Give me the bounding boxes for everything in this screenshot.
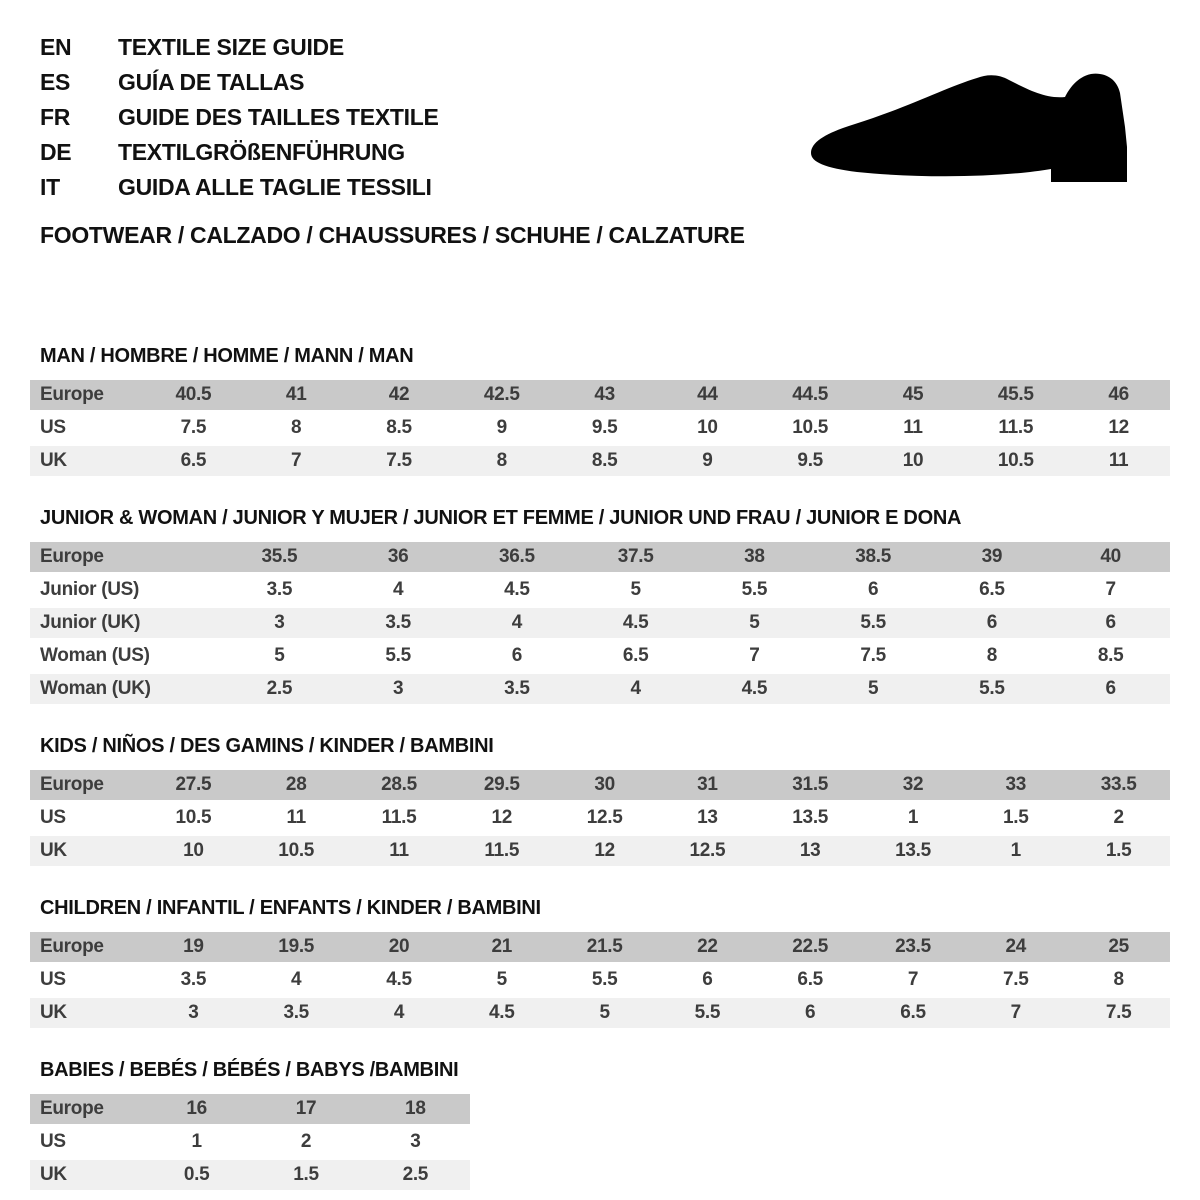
size-value: 6	[1051, 674, 1170, 704]
table-title: BABIES / BEBÉS / BÉBÉS / BABYS /BAMBINI	[40, 1059, 459, 1081]
table-row	[30, 575, 1170, 605]
size-value: 6	[458, 641, 577, 671]
size-value: 28.5	[348, 770, 451, 800]
size-value: 11	[862, 413, 965, 443]
size-value: 5.5	[933, 674, 1052, 704]
size-value: 6.5	[933, 575, 1052, 605]
table-title: CHILDREN / INFANTIL / ENFANTS / KINDER / BAMBINI	[40, 897, 541, 919]
size-value: 29.5	[450, 770, 553, 800]
size-value: 5.5	[339, 641, 458, 671]
size-value: 5.5	[553, 965, 656, 995]
size-table-section	[30, 735, 1170, 869]
size-value: 31.5	[759, 770, 862, 800]
table-row	[30, 965, 1170, 995]
size-value: 1.5	[964, 803, 1067, 833]
size-value: 4.5	[458, 575, 577, 605]
size-value: 21	[450, 932, 553, 962]
size-value: 44.5	[759, 380, 862, 410]
size-value: 9.5	[553, 413, 656, 443]
size-value: 42.5	[450, 380, 553, 410]
size-value: 3	[361, 1127, 470, 1157]
size-value: 1	[862, 803, 965, 833]
size-value: 4	[339, 575, 458, 605]
size-value: 7.5	[1067, 998, 1170, 1028]
row-label: Woman (UK)	[30, 674, 220, 704]
category-line: FOOTWEAR / CALZADO / CHAUSSURES / SCHUHE / CALZATURE	[40, 222, 745, 248]
size-value: 36.5	[458, 542, 577, 572]
size-value: 32	[862, 770, 965, 800]
size-value: 4	[348, 998, 451, 1028]
row-label: Junior (US)	[30, 575, 220, 605]
size-value: 10.5	[245, 836, 348, 866]
size-value: 3	[220, 608, 339, 638]
table-row	[30, 413, 1170, 443]
size-value: 44	[656, 380, 759, 410]
size-value: 31	[656, 770, 759, 800]
size-value: 8	[245, 413, 348, 443]
size-value: 3.5	[458, 674, 577, 704]
size-value: 5	[576, 575, 695, 605]
size-value: 19	[142, 932, 245, 962]
language-code: FR	[40, 104, 71, 130]
size-value: 22	[656, 932, 759, 962]
language-row-en	[40, 30, 439, 65]
size-value: 6	[656, 965, 759, 995]
size-value: 12.5	[553, 803, 656, 833]
size-table-section	[30, 1059, 1170, 1193]
language-code: ES	[40, 69, 71, 95]
size-value: 3	[339, 674, 458, 704]
table-row	[30, 836, 1170, 866]
size-value: 13.5	[759, 803, 862, 833]
size-value: 46	[1067, 380, 1170, 410]
size-value: 27.5	[142, 770, 245, 800]
size-value: 43	[553, 380, 656, 410]
size-value: 12.5	[656, 836, 759, 866]
table-row	[30, 803, 1170, 833]
size-value: 11	[348, 836, 451, 866]
size-value: 33	[964, 770, 1067, 800]
size-value: 7.5	[348, 446, 451, 476]
size-value: 10.5	[142, 803, 245, 833]
size-value: 11	[1067, 446, 1170, 476]
size-value: 6	[1051, 608, 1170, 638]
size-value: 11.5	[348, 803, 451, 833]
shoe-silhouette-icon	[805, 66, 1145, 190]
size-value: 17	[251, 1094, 360, 1124]
size-value: 7	[964, 998, 1067, 1028]
language-label: TEXTILE SIZE GUIDE	[118, 34, 344, 60]
size-value: 6.5	[142, 446, 245, 476]
size-value: 2	[251, 1127, 360, 1157]
size-value: 4.5	[576, 608, 695, 638]
size-value: 11.5	[450, 836, 553, 866]
size-value: 41	[245, 380, 348, 410]
size-value: 38.5	[814, 542, 933, 572]
row-label: UK	[30, 1160, 142, 1190]
language-label: GUIDE DES TAILLES TEXTILE	[118, 104, 439, 130]
size-value: 5	[450, 965, 553, 995]
language-label: TEXTILGRÖßENFÜHRUNG	[118, 139, 405, 165]
size-value: 4.5	[695, 674, 814, 704]
size-value: 45.5	[964, 380, 1067, 410]
table-title: JUNIOR & WOMAN / JUNIOR Y MUJER / JUNIOR ET FEMME / JUNIOR UND FRAU / JUNIOR E DONA	[40, 507, 962, 529]
row-label: US	[30, 413, 142, 443]
language-list	[40, 30, 439, 205]
size-value: 8	[933, 641, 1052, 671]
language-row-fr	[40, 100, 439, 135]
size-value: 6.5	[759, 965, 862, 995]
size-value: 5.5	[695, 575, 814, 605]
size-value: 7	[245, 446, 348, 476]
size-value: 6.5	[862, 998, 965, 1028]
row-label: Europe	[30, 542, 220, 572]
table-title: MAN / HOMBRE / HOMME / MANN / MAN	[40, 345, 414, 367]
size-value: 19.5	[245, 932, 348, 962]
size-table-section	[30, 345, 1170, 479]
size-value: 8.5	[348, 413, 451, 443]
size-value: 6	[933, 608, 1052, 638]
size-value: 20	[348, 932, 451, 962]
language-code: DE	[40, 139, 72, 165]
size-value: 8.5	[1051, 641, 1170, 671]
size-value: 33.5	[1067, 770, 1170, 800]
row-label: Woman (US)	[30, 641, 220, 671]
size-value: 4.5	[450, 998, 553, 1028]
size-table	[30, 929, 1170, 1031]
language-row-es	[40, 65, 439, 100]
table-row	[30, 932, 1170, 962]
size-value: 28	[245, 770, 348, 800]
size-value: 1	[142, 1127, 251, 1157]
size-value: 4	[576, 674, 695, 704]
size-value: 10	[142, 836, 245, 866]
size-value: 38	[695, 542, 814, 572]
row-label: Europe	[30, 380, 142, 410]
size-value: 3	[142, 998, 245, 1028]
size-value: 3.5	[142, 965, 245, 995]
size-table	[30, 767, 1170, 869]
size-value: 7.5	[814, 641, 933, 671]
size-table	[30, 539, 1170, 707]
size-value: 13.5	[862, 836, 965, 866]
row-label: Junior (UK)	[30, 608, 220, 638]
size-value: 13	[656, 803, 759, 833]
size-value: 9.5	[759, 446, 862, 476]
size-value: 7.5	[964, 965, 1067, 995]
language-row-it	[40, 170, 439, 205]
table-row	[30, 770, 1170, 800]
size-value: 5	[695, 608, 814, 638]
row-label: US	[30, 1127, 142, 1157]
size-value: 40.5	[142, 380, 245, 410]
size-value: 11	[245, 803, 348, 833]
language-row-de	[40, 135, 439, 170]
size-value: 1.5	[1067, 836, 1170, 866]
row-label: UK	[30, 998, 142, 1028]
size-value: 36	[339, 542, 458, 572]
row-label: US	[30, 965, 142, 995]
size-value: 6	[759, 998, 862, 1028]
size-value: 9	[450, 413, 553, 443]
size-value: 24	[964, 932, 1067, 962]
size-value: 8	[1067, 965, 1170, 995]
size-value: 3.5	[339, 608, 458, 638]
table-row	[30, 1127, 470, 1157]
size-table	[30, 1091, 470, 1193]
size-value: 2.5	[220, 674, 339, 704]
language-code: EN	[40, 34, 72, 60]
row-label: UK	[30, 836, 142, 866]
size-value: 2.5	[361, 1160, 470, 1190]
size-value: 7	[862, 965, 965, 995]
table-row	[30, 1094, 470, 1124]
size-value: 4	[245, 965, 348, 995]
size-value: 1.5	[251, 1160, 360, 1190]
size-value: 0.5	[142, 1160, 251, 1190]
table-row	[30, 380, 1170, 410]
size-value: 10.5	[759, 413, 862, 443]
language-code: IT	[40, 174, 60, 200]
size-value: 3.5	[245, 998, 348, 1028]
size-value: 5.5	[656, 998, 759, 1028]
size-value: 4.5	[348, 965, 451, 995]
row-label: Europe	[30, 1094, 142, 1124]
size-value: 5.5	[814, 608, 933, 638]
size-value: 9	[656, 446, 759, 476]
size-value: 37.5	[576, 542, 695, 572]
row-label: UK	[30, 446, 142, 476]
size-value: 39	[933, 542, 1052, 572]
size-value: 5	[814, 674, 933, 704]
size-value: 10	[656, 413, 759, 443]
tables-container	[30, 345, 1170, 1193]
size-value: 12	[450, 803, 553, 833]
size-value: 16	[142, 1094, 251, 1124]
size-value: 5	[553, 998, 656, 1028]
size-value: 6	[814, 575, 933, 605]
table-row	[30, 446, 1170, 476]
row-label: Europe	[30, 932, 142, 962]
size-value: 25	[1067, 932, 1170, 962]
size-value: 5	[220, 641, 339, 671]
row-label: Europe	[30, 770, 142, 800]
size-value: 3.5	[220, 575, 339, 605]
language-label: GUIDA ALLE TAGLIE TESSILI	[118, 174, 432, 200]
size-value: 8	[450, 446, 553, 476]
language-label: GUÍA DE TALLAS	[118, 69, 305, 95]
size-value: 40	[1051, 542, 1170, 572]
size-value: 10	[862, 446, 965, 476]
table-row	[30, 641, 1170, 671]
size-value: 2	[1067, 803, 1170, 833]
size-value: 7.5	[142, 413, 245, 443]
table-title: KIDS / NIÑOS / DES GAMINS / KINDER / BAMBINI	[40, 735, 494, 757]
size-table-section	[30, 897, 1170, 1031]
size-value: 4	[458, 608, 577, 638]
size-value: 13	[759, 836, 862, 866]
table-row	[30, 1160, 470, 1190]
size-value: 45	[862, 380, 965, 410]
size-value: 12	[553, 836, 656, 866]
size-value: 42	[348, 380, 451, 410]
row-label: US	[30, 803, 142, 833]
size-table-section	[30, 507, 1170, 707]
size-value: 7	[695, 641, 814, 671]
size-value: 10.5	[964, 446, 1067, 476]
size-value: 1	[964, 836, 1067, 866]
size-value: 21.5	[553, 932, 656, 962]
size-table	[30, 377, 1170, 479]
size-value: 35.5	[220, 542, 339, 572]
size-value: 30	[553, 770, 656, 800]
size-value: 22.5	[759, 932, 862, 962]
size-value: 11.5	[964, 413, 1067, 443]
table-row	[30, 542, 1170, 572]
size-value: 23.5	[862, 932, 965, 962]
size-value: 6.5	[576, 641, 695, 671]
table-row	[30, 998, 1170, 1028]
size-value: 18	[361, 1094, 470, 1124]
size-value: 8.5	[553, 446, 656, 476]
size-value: 7	[1051, 575, 1170, 605]
table-row	[30, 608, 1170, 638]
table-row	[30, 674, 1170, 704]
size-value: 12	[1067, 413, 1170, 443]
